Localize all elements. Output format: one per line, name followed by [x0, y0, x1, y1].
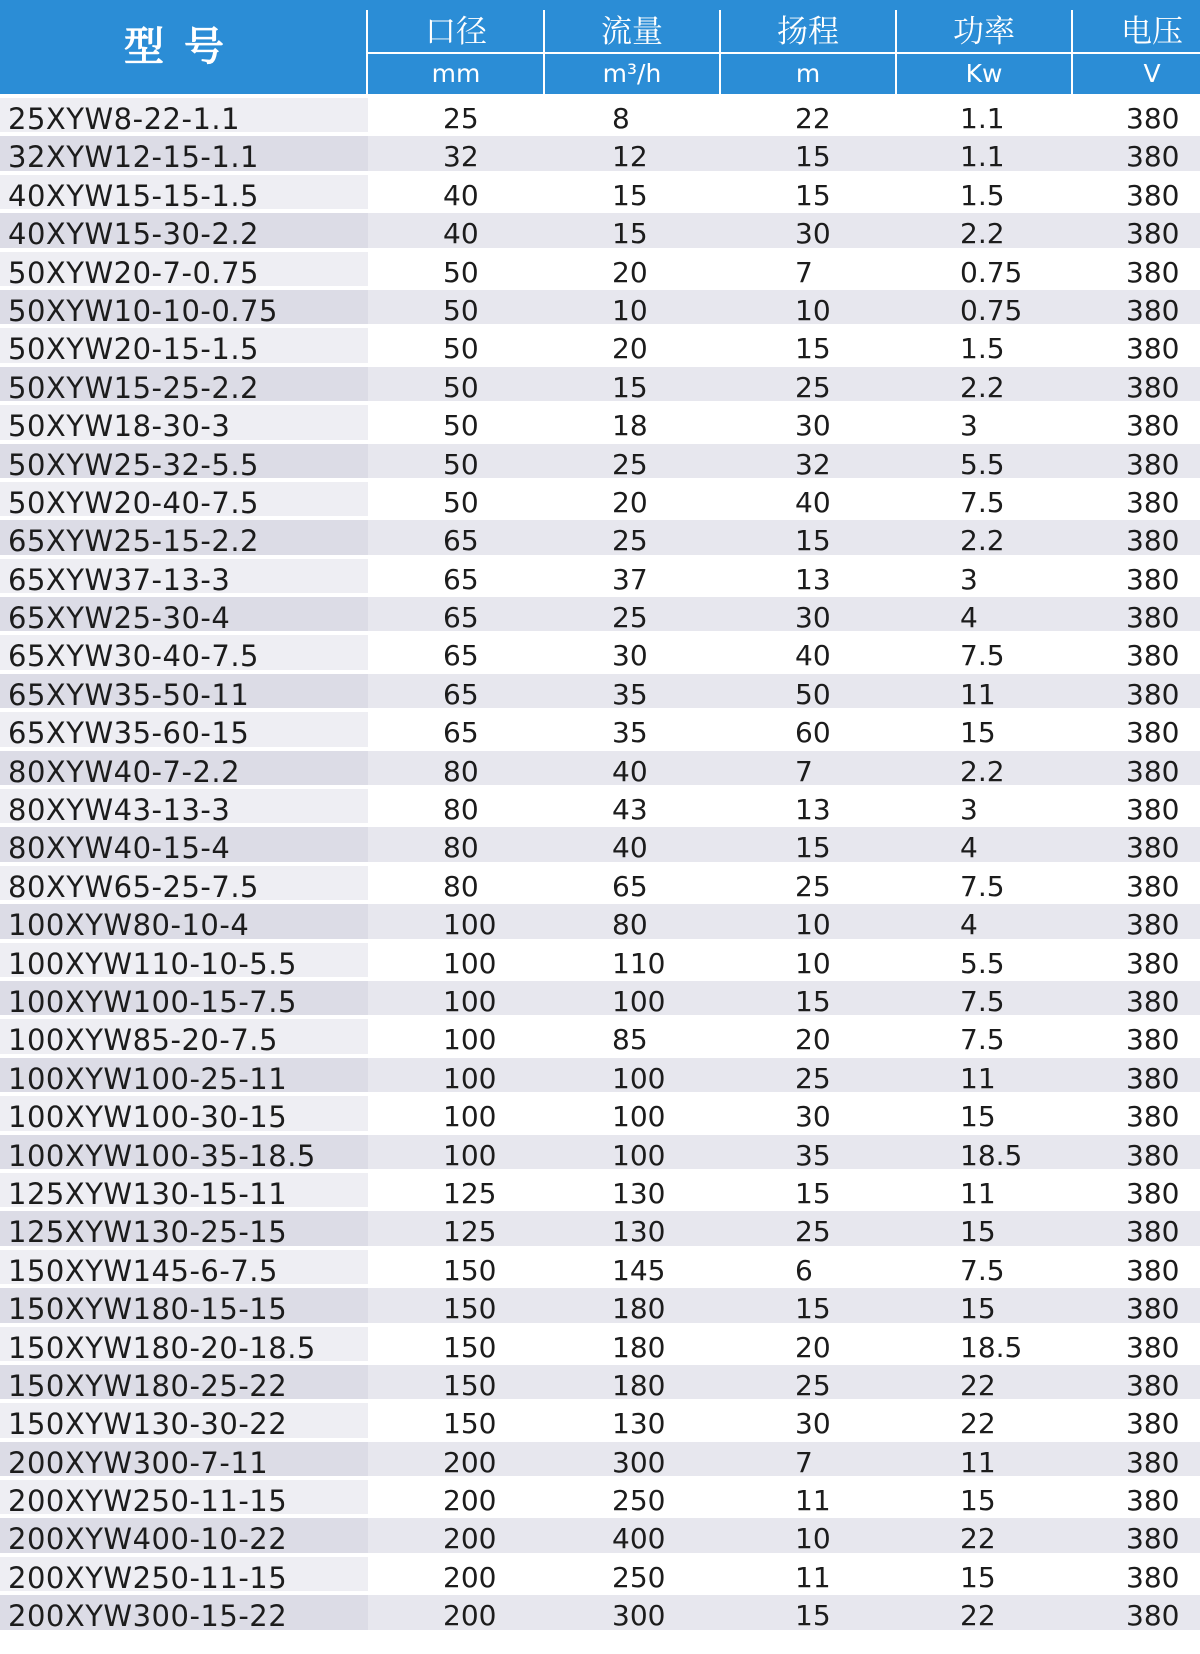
- table-row: [0, 939, 1200, 981]
- cell-power: 2.2: [960, 217, 1005, 251]
- table-row: [0, 670, 1200, 712]
- table-row: [0, 1207, 1200, 1250]
- cell-power: 11: [960, 677, 996, 711]
- cell-head: 20: [795, 1023, 831, 1057]
- cell-model: 200XYW250-11-15: [8, 1484, 288, 1519]
- table-row: [0, 324, 1200, 367]
- table-row: [0, 1514, 1200, 1557]
- cell-power: 1.5: [960, 178, 1005, 212]
- cell-flow: 15: [612, 178, 648, 212]
- cell-flow: 12: [612, 140, 648, 174]
- cell-power: 2.2: [960, 370, 1005, 404]
- header-head: 扬程: [777, 14, 839, 50]
- table-header: [0, 0, 1200, 94]
- cell-power: 3: [960, 409, 978, 443]
- cell-voltage: 380: [1126, 562, 1180, 596]
- cell-diameter: 80: [443, 754, 479, 788]
- cell-head: 7: [795, 255, 813, 289]
- cell-model: 80XYW40-15-4: [8, 831, 231, 866]
- cell-flow: 180: [612, 1368, 666, 1402]
- cell-head: 13: [795, 562, 831, 596]
- cell-head: 15: [795, 332, 831, 366]
- cell-diameter: 100: [443, 1100, 497, 1134]
- cell-head: 30: [795, 601, 831, 635]
- cell-head: 60: [795, 716, 831, 750]
- cell-voltage: 380: [1126, 984, 1180, 1018]
- cell-model: 80XYW65-25-7.5: [8, 869, 260, 904]
- header-power-unit: Kw: [965, 59, 1003, 88]
- cell-head: 25: [795, 370, 831, 404]
- cell-power: 11: [960, 1061, 996, 1095]
- cell-diameter: 200: [443, 1560, 497, 1594]
- cell-head: 15: [795, 140, 831, 174]
- cell-model: 100XYW100-35-18.5: [8, 1138, 316, 1173]
- cell-diameter: 65: [443, 639, 479, 673]
- cell-flow: 35: [612, 677, 648, 711]
- table-row: [0, 132, 1200, 175]
- cell-voltage: 380: [1126, 677, 1180, 711]
- table-row: [0, 171, 1200, 213]
- header-head-unit: m: [795, 59, 821, 88]
- cell-flow: 250: [612, 1484, 666, 1518]
- header-power: 功率: [953, 14, 1015, 50]
- cell-power: 15: [960, 716, 996, 750]
- cell-diameter: 50: [443, 409, 479, 443]
- cell-flow: 10: [612, 293, 648, 327]
- cell-power: 0.75: [960, 255, 1023, 289]
- cell-model: 65XYW25-15-2.2: [8, 524, 260, 559]
- cell-head: 15: [795, 1599, 831, 1633]
- cell-power: 22: [960, 1407, 996, 1441]
- cell-flow: 40: [612, 831, 648, 865]
- cell-diameter: 125: [443, 1176, 497, 1210]
- cell-power: 7.5: [960, 1023, 1005, 1057]
- cell-voltage: 380: [1126, 1560, 1180, 1594]
- cell-head: 15: [795, 178, 831, 212]
- cell-diameter: 200: [443, 1445, 497, 1479]
- cell-diameter: 25: [443, 102, 479, 135]
- header-flow: 流量: [601, 14, 663, 50]
- cell-voltage: 380: [1126, 1368, 1180, 1402]
- cell-voltage: 380: [1126, 946, 1180, 980]
- cell-diameter: 65: [443, 677, 479, 711]
- cell-model: 150XYW130-30-22: [8, 1407, 288, 1442]
- cell-model: 80XYW40-7-2.2: [8, 754, 241, 789]
- cell-diameter: 50: [443, 485, 479, 519]
- cell-voltage: 380: [1126, 409, 1180, 443]
- cell-diameter: 200: [443, 1599, 497, 1633]
- cell-model: 100XYW80-10-4: [8, 908, 250, 943]
- cell-model: 100XYW85-20-7.5: [8, 1023, 278, 1058]
- cell-head: 30: [795, 217, 831, 251]
- table-row: [0, 286, 1200, 328]
- cell-voltage: 380: [1126, 1445, 1180, 1479]
- table-row: [0, 94, 1200, 136]
- cell-power: 7.5: [960, 869, 1005, 903]
- cell-power: 1.5: [960, 332, 1005, 366]
- cell-power: 4: [960, 831, 978, 865]
- cell-flow: 100: [612, 1138, 666, 1172]
- cell-flow: 15: [612, 217, 648, 251]
- cell-voltage: 380: [1126, 1253, 1180, 1287]
- cell-model: 200XYW300-7-11: [8, 1445, 269, 1480]
- cell-power: 7.5: [960, 1253, 1005, 1287]
- cell-power: 15: [960, 1560, 996, 1594]
- table-row: [0, 1361, 1200, 1403]
- cell-head: 10: [795, 1522, 831, 1556]
- cell-diameter: 50: [443, 255, 479, 289]
- cell-model: 65XYW35-60-15: [8, 716, 250, 751]
- cell-flow: 20: [612, 332, 648, 366]
- cell-model: 40XYW15-15-1.5: [8, 178, 260, 213]
- table-row: [0, 593, 1200, 636]
- cell-head: 50: [795, 677, 831, 711]
- cell-power: 5.5: [960, 946, 1005, 980]
- cell-model: 65XYW30-40-7.5: [8, 639, 260, 674]
- cell-voltage: 380: [1126, 1599, 1180, 1633]
- cell-head: 10: [795, 946, 831, 980]
- table-row: [0, 1323, 1200, 1365]
- cell-power: 22: [960, 1522, 996, 1556]
- table-row: [0, 1553, 1200, 1595]
- cell-head: 15: [795, 524, 831, 558]
- cell-model: 150XYW145-6-7.5: [8, 1253, 278, 1288]
- cell-head: 35: [795, 1138, 831, 1172]
- cell-voltage: 380: [1126, 370, 1180, 404]
- cell-diameter: 65: [443, 562, 479, 596]
- cell-head: 25: [795, 1061, 831, 1095]
- table-row: [0, 900, 1200, 943]
- cell-power: 3: [960, 793, 978, 827]
- cell-voltage: 380: [1126, 793, 1180, 827]
- cell-head: 11: [795, 1484, 831, 1518]
- cell-flow: 30: [612, 639, 648, 673]
- cell-head: 13: [795, 793, 831, 827]
- cell-diameter: 100: [443, 908, 497, 942]
- cell-flow: 85: [612, 1023, 648, 1057]
- cell-voltage: 380: [1126, 1023, 1180, 1057]
- cell-head: 30: [795, 1100, 831, 1134]
- cell-head: 30: [795, 409, 831, 443]
- cell-power: 7.5: [960, 485, 1005, 519]
- cell-head: 15: [795, 831, 831, 865]
- table-row: [0, 440, 1200, 482]
- table-row: [0, 785, 1200, 828]
- cell-flow: 20: [612, 255, 648, 289]
- cell-power: 3: [960, 562, 978, 596]
- cell-head: 40: [795, 639, 831, 673]
- cell-model: 125XYW130-25-15: [8, 1215, 288, 1250]
- cell-voltage: 380: [1126, 1215, 1180, 1249]
- cell-flow: 80: [612, 908, 648, 942]
- cell-head: 7: [795, 754, 813, 788]
- cell-voltage: 380: [1126, 869, 1180, 903]
- cell-model: 40XYW15-30-2.2: [8, 217, 260, 252]
- cell-voltage: 380: [1126, 1330, 1180, 1364]
- cell-power: 15: [960, 1292, 996, 1326]
- table-row: [0, 516, 1200, 559]
- cell-power: 15: [960, 1215, 996, 1249]
- cell-model: 100XYW100-15-7.5: [8, 984, 297, 1019]
- cell-voltage: 380: [1126, 293, 1180, 327]
- header-diameter: 口径: [425, 14, 487, 50]
- cell-model: 200XYW400-10-22: [8, 1522, 288, 1557]
- cell-power: 1.1: [960, 102, 1005, 135]
- cell-power: 22: [960, 1368, 996, 1402]
- header-model: 型号: [124, 24, 244, 70]
- cell-power: 7.5: [960, 984, 1005, 1018]
- cell-diameter: 200: [443, 1484, 497, 1518]
- cell-voltage: 380: [1126, 1292, 1180, 1326]
- cell-diameter: 80: [443, 793, 479, 827]
- cell-diameter: 125: [443, 1215, 497, 1249]
- cell-head: 15: [795, 1292, 831, 1326]
- cell-model: 200XYW250-11-15: [8, 1560, 288, 1595]
- table-row: [0, 248, 1200, 290]
- cell-voltage: 380: [1126, 447, 1180, 481]
- cell-flow: 400: [612, 1522, 666, 1556]
- cell-voltage: 380: [1126, 908, 1180, 942]
- cell-voltage: 380: [1126, 332, 1180, 366]
- cell-flow: 18: [612, 409, 648, 443]
- cell-head: 25: [795, 869, 831, 903]
- cell-head: 32: [795, 447, 831, 481]
- cell-flow: 100: [612, 984, 666, 1018]
- table-row: [0, 1476, 1200, 1519]
- table-row: [0, 363, 1200, 405]
- cell-head: 30: [795, 1407, 831, 1441]
- cell-diameter: 150: [443, 1368, 497, 1402]
- cell-power: 5.5: [960, 447, 1005, 481]
- cell-flow: 300: [612, 1599, 666, 1633]
- header-rule: [368, 52, 1200, 54]
- cell-flow: 110: [612, 946, 666, 980]
- cell-voltage: 380: [1126, 1061, 1180, 1095]
- cell-model: 50XYW10-10-0.75: [8, 293, 278, 328]
- cell-diameter: 150: [443, 1253, 497, 1287]
- table-row: [0, 401, 1200, 444]
- table-row: [0, 1092, 1200, 1135]
- cell-diameter: 65: [443, 716, 479, 750]
- cell-model: 50XYW25-32-5.5: [8, 447, 260, 482]
- cell-head: 10: [795, 908, 831, 942]
- cell-flow: 25: [612, 601, 648, 635]
- cell-voltage: 380: [1126, 1176, 1180, 1210]
- cell-model: 65XYW25-30-4: [8, 601, 231, 636]
- cell-power: 2.2: [960, 754, 1005, 788]
- cell-model: 200XYW300-15-22: [8, 1599, 288, 1634]
- cell-power: 15: [960, 1100, 996, 1134]
- cell-voltage: 380: [1126, 831, 1180, 865]
- cell-diameter: 40: [443, 217, 479, 251]
- cell-voltage: 380: [1126, 716, 1180, 750]
- cell-model: 32XYW12-15-1.1: [8, 140, 260, 175]
- cell-voltage: 380: [1126, 1138, 1180, 1172]
- cell-diameter: 150: [443, 1292, 497, 1326]
- cell-power: 7.5: [960, 639, 1005, 673]
- cell-power: 1.1: [960, 140, 1005, 174]
- cell-diameter: 200: [443, 1522, 497, 1556]
- cell-head: 6: [795, 1253, 813, 1287]
- cell-head: 7: [795, 1445, 813, 1479]
- cell-model: 50XYW15-25-2.2: [8, 370, 260, 405]
- header-flow-unit: m³/h: [602, 59, 662, 88]
- cell-flow: 40: [612, 754, 648, 788]
- header-voltage-unit: V: [1143, 59, 1161, 88]
- cell-flow: 25: [612, 524, 648, 558]
- cell-diameter: 50: [443, 293, 479, 327]
- cell-model: 65XYW35-50-11: [8, 677, 250, 712]
- table-row: [0, 1438, 1200, 1480]
- table-row: [0, 1054, 1200, 1096]
- table-row: [0, 1591, 1200, 1634]
- cell-flow: 15: [612, 370, 648, 404]
- cell-model: 125XYW130-15-11: [8, 1176, 288, 1211]
- cell-model: 80XYW43-13-3: [8, 793, 231, 828]
- cell-model: 150XYW180-25-22: [8, 1368, 288, 1403]
- cell-model: 150XYW180-20-18.5: [8, 1330, 316, 1365]
- cell-diameter: 150: [443, 1407, 497, 1441]
- cell-model: 25XYW8-22-1.1: [8, 102, 241, 136]
- cell-model: 100XYW100-25-11: [8, 1061, 288, 1096]
- table-row: [0, 478, 1200, 520]
- cell-model: 150XYW180-15-15: [8, 1292, 288, 1327]
- cell-diameter: 80: [443, 869, 479, 903]
- cell-voltage: 380: [1126, 639, 1180, 673]
- header-diameter-unit: mm: [431, 59, 481, 88]
- table-row: [0, 708, 1200, 751]
- cell-diameter: 50: [443, 447, 479, 481]
- cell-head: 25: [795, 1215, 831, 1249]
- cell-flow: 35: [612, 716, 648, 750]
- cell-diameter: 65: [443, 601, 479, 635]
- cell-diameter: 100: [443, 1138, 497, 1172]
- table-row: [0, 209, 1200, 252]
- cell-power: 0.75: [960, 293, 1023, 327]
- cell-flow: 37: [612, 562, 648, 596]
- cell-diameter: 80: [443, 831, 479, 865]
- cell-diameter: 32: [443, 140, 479, 174]
- cell-flow: 8: [612, 102, 630, 135]
- cell-voltage: 380: [1126, 1407, 1180, 1441]
- cell-flow: 20: [612, 485, 648, 519]
- cell-head: 15: [795, 1176, 831, 1210]
- table-row: [0, 555, 1200, 597]
- cell-diameter: 50: [443, 370, 479, 404]
- cell-voltage: 380: [1126, 1484, 1180, 1518]
- cell-diameter: 100: [443, 1023, 497, 1057]
- cell-flow: 130: [612, 1176, 666, 1210]
- cell-voltage: 380: [1126, 601, 1180, 635]
- cell-model: 50XYW18-30-3: [8, 409, 231, 444]
- cell-flow: 130: [612, 1215, 666, 1249]
- cell-voltage: 380: [1126, 102, 1180, 135]
- cell-power: 18.5: [960, 1330, 1023, 1364]
- cell-head: 10: [795, 293, 831, 327]
- table-row: [0, 1131, 1200, 1173]
- table-row: [0, 977, 1200, 1019]
- cell-flow: 180: [612, 1330, 666, 1364]
- cell-flow: 25: [612, 447, 648, 481]
- cell-voltage: 380: [1126, 754, 1180, 788]
- cell-diameter: 100: [443, 1061, 497, 1095]
- table-body: [0, 94, 1200, 1634]
- header-voltage: 电压: [1121, 14, 1183, 50]
- cell-head: 20: [795, 1330, 831, 1364]
- cell-flow: 300: [612, 1445, 666, 1479]
- cell-model: 50XYW20-15-1.5: [8, 332, 260, 367]
- cell-voltage: 380: [1126, 485, 1180, 519]
- table-row: [0, 1399, 1200, 1442]
- cell-power: 4: [960, 908, 978, 942]
- cell-voltage: 380: [1126, 1100, 1180, 1134]
- table-row: [0, 1015, 1200, 1058]
- cell-power: 11: [960, 1445, 996, 1479]
- cell-model: 100XYW110-10-5.5: [8, 946, 297, 981]
- cell-flow: 130: [612, 1407, 666, 1441]
- cell-model: 50XYW20-40-7.5: [8, 485, 260, 520]
- cell-flow: 145: [612, 1253, 666, 1287]
- cell-head: 15: [795, 984, 831, 1018]
- cell-head: 25: [795, 1368, 831, 1402]
- cell-flow: 65: [612, 869, 648, 903]
- table-row: [0, 747, 1200, 789]
- table-row: [0, 823, 1200, 866]
- cell-power: 11: [960, 1176, 996, 1210]
- cell-flow: 250: [612, 1560, 666, 1594]
- table-row: [0, 631, 1200, 674]
- cell-diameter: 100: [443, 946, 497, 980]
- cell-diameter: 40: [443, 178, 479, 212]
- table-row: [0, 1246, 1200, 1288]
- cell-voltage: 380: [1126, 524, 1180, 558]
- cell-diameter: 65: [443, 524, 479, 558]
- cell-voltage: 380: [1126, 1522, 1180, 1556]
- cell-voltage: 380: [1126, 178, 1180, 212]
- table-row: [0, 862, 1200, 904]
- cell-flow: 180: [612, 1292, 666, 1326]
- cell-voltage: 380: [1126, 217, 1180, 251]
- cell-diameter: 150: [443, 1330, 497, 1364]
- cell-voltage: 380: [1126, 255, 1180, 289]
- cell-power: 15: [960, 1484, 996, 1518]
- cell-model: 100XYW100-30-15: [8, 1100, 288, 1135]
- table-row: [0, 1169, 1200, 1211]
- cell-power: 18.5: [960, 1138, 1023, 1172]
- cell-head: 40: [795, 485, 831, 519]
- cell-flow: 100: [612, 1100, 666, 1134]
- table-row: [0, 1284, 1200, 1327]
- cell-flow: 100: [612, 1061, 666, 1095]
- cell-diameter: 50: [443, 332, 479, 366]
- cell-power: 4: [960, 601, 978, 635]
- cell-model: 50XYW20-7-0.75: [8, 255, 260, 290]
- cell-voltage: 380: [1126, 140, 1180, 174]
- cell-head: 11: [795, 1560, 831, 1594]
- cell-head: 22: [795, 102, 831, 135]
- cell-diameter: 100: [443, 984, 497, 1018]
- cell-power: 2.2: [960, 524, 1005, 558]
- cell-power: 22: [960, 1599, 996, 1633]
- cell-model: 65XYW37-13-3: [8, 562, 231, 597]
- cell-flow: 43: [612, 793, 648, 827]
